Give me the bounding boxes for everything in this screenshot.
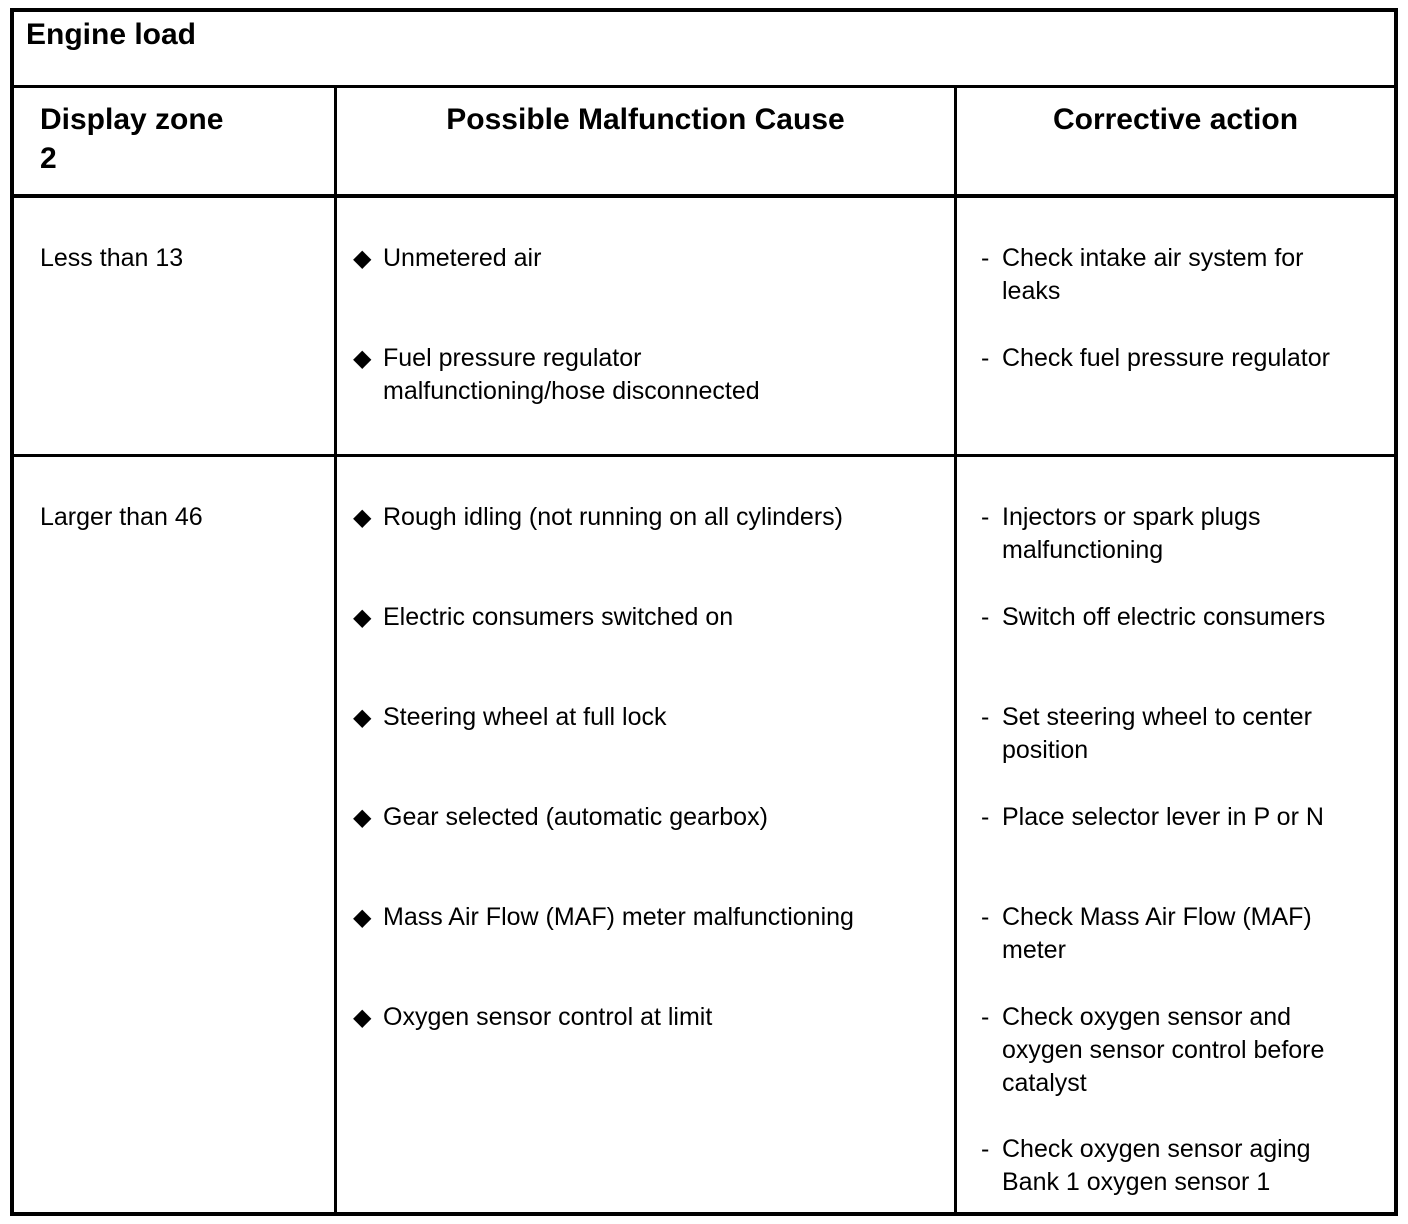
dash-bullet-icon: - <box>981 803 990 831</box>
header-display-zone-line1: Display zone <box>40 103 224 136</box>
diamond-bullet-icon: ◆ <box>353 345 372 372</box>
action-text: Injectors or spark plugs malfunctioning <box>1002 503 1261 564</box>
cause-group <box>353 242 942 342</box>
action-text: Check intake air system for leaks <box>1002 244 1304 305</box>
engine-load-table <box>10 8 1398 1216</box>
header-display-zone <box>14 88 337 194</box>
cause-text: Oxygen sensor control at limit <box>383 1003 713 1031</box>
action-text: Set steering wheel to center position <box>1002 703 1312 764</box>
diamond-bullet-icon: ◆ <box>353 504 372 531</box>
diamond-bullet-icon: ◆ <box>353 904 372 931</box>
cause-group <box>353 501 942 601</box>
table-title: Engine load <box>14 12 1394 88</box>
cause-group <box>353 1001 942 1101</box>
cause-group <box>353 342 942 442</box>
header-malfunction-cause: Possible Malfunction Cause <box>337 88 957 194</box>
action-item <box>981 501 1384 567</box>
action-group <box>981 1001 1384 1199</box>
action-text: Check oxygen sensor and oxygen sensor control before catalyst <box>1002 1003 1325 1097</box>
action-group <box>981 701 1384 801</box>
action-group <box>981 901 1384 1001</box>
cause-group <box>353 601 942 701</box>
action-item <box>981 1133 1384 1199</box>
dash-bullet-icon: - <box>981 1003 990 1031</box>
action-item <box>981 1001 1384 1100</box>
cause-text: Steering wheel at full lock <box>383 703 667 731</box>
diamond-bullet-icon: ◆ <box>353 704 372 731</box>
cause-item <box>353 701 942 734</box>
action-group <box>981 501 1384 601</box>
table-header <box>14 88 1394 198</box>
cause-text: Unmetered air <box>383 244 542 272</box>
cause-item <box>353 801 942 834</box>
actions-cell <box>957 198 1394 454</box>
dash-bullet-icon: - <box>981 503 990 531</box>
cause-group <box>353 701 942 801</box>
cause-text: Gear selected (automatic gearbox) <box>383 803 768 831</box>
table-row-less-than-13 <box>14 198 1394 457</box>
action-item <box>981 601 1384 634</box>
header-corrective-action: Corrective action <box>1052 103 1299 136</box>
action-text: Place selector lever in P or N <box>1002 803 1324 831</box>
causes-cell <box>337 457 957 1212</box>
dash-bullet-icon: - <box>981 603 990 631</box>
action-group <box>981 242 1384 342</box>
cause-text: Fuel pressure regulator malfunctioning/hose disconnected <box>383 344 760 405</box>
cause-item <box>353 242 942 275</box>
action-text: Check fuel pressure regulator <box>1002 344 1330 372</box>
action-group <box>981 601 1384 701</box>
action-text: Check Mass Air Flow (MAF) meter <box>1002 903 1312 964</box>
cause-item <box>353 342 942 408</box>
display-zone-value: Less than 13 <box>14 198 337 454</box>
dash-bullet-icon: - <box>981 1135 990 1163</box>
action-item <box>981 342 1384 375</box>
cause-item <box>353 601 942 634</box>
action-item <box>981 242 1384 308</box>
diamond-bullet-icon: ◆ <box>353 1004 372 1031</box>
action-item <box>981 701 1384 767</box>
actions-cell <box>957 457 1394 1212</box>
causes-cell <box>337 198 957 454</box>
action-item <box>981 801 1384 834</box>
cause-text: Rough idling (not running on all cylinders) <box>383 503 843 531</box>
action-text: Switch off electric consumers <box>1002 603 1326 631</box>
display-zone-value: Larger than 46 <box>14 457 337 1212</box>
action-group <box>981 801 1384 901</box>
cause-group <box>353 801 942 901</box>
cause-item <box>353 501 942 534</box>
cause-text: Electric consumers switched on <box>383 603 734 631</box>
dash-bullet-icon: - <box>981 903 990 931</box>
diamond-bullet-icon: ◆ <box>353 604 372 631</box>
dash-bullet-icon: - <box>981 244 990 272</box>
cause-group <box>353 901 942 1001</box>
action-text: Check oxygen sensor aging Bank 1 oxygen sensor 1 <box>1002 1135 1311 1196</box>
table-row-larger-than-46 <box>14 457 1394 1212</box>
cause-item <box>353 901 942 934</box>
diamond-bullet-icon: ◆ <box>353 245 372 272</box>
cause-item <box>353 1001 942 1034</box>
action-group <box>981 342 1384 442</box>
cause-text: Mass Air Flow (MAF) meter malfunctioning <box>383 903 854 931</box>
header-display-zone-line2: 2 <box>40 142 57 175</box>
diamond-bullet-icon: ◆ <box>353 804 372 831</box>
dash-bullet-icon: - <box>981 703 990 731</box>
action-item <box>981 901 1384 967</box>
dash-bullet-icon: - <box>981 344 990 372</box>
